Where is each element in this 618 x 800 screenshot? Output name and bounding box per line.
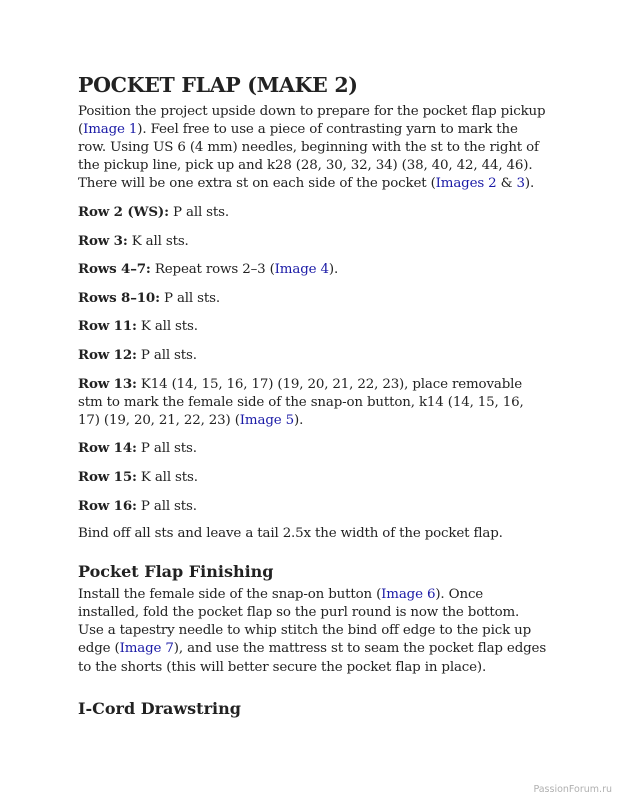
section-title: POCKET FLAP (MAKE 2): [78, 73, 358, 97]
image-7-link[interactable]: Image 7: [119, 641, 174, 657]
row-text: P all sts.: [136, 441, 197, 457]
row-instruction: [78, 260, 548, 279]
row-label: Row 15:: [78, 468, 137, 485]
row-text: K all sts.: [136, 469, 198, 485]
row-text: P all sts.: [136, 498, 197, 514]
row-instruction: [78, 317, 548, 336]
intro-paragraph: [78, 103, 548, 193]
icord-heading: I-Cord Drawstring: [78, 698, 241, 718]
row-instruction: [78, 497, 548, 516]
row-label: Row 12:: [78, 346, 137, 363]
row-text: P all sts.: [136, 347, 197, 363]
row-text: K all sts.: [127, 233, 189, 249]
row-label: Row 16:: [78, 497, 137, 514]
row-text: Repeat rows 2–3 (: [150, 262, 275, 278]
row-instruction: [78, 375, 548, 430]
image-1-link[interactable]: Image 1: [83, 122, 138, 138]
row-instruction: [78, 346, 548, 365]
finishing-heading: Pocket Flap Finishing: [78, 562, 274, 582]
row-text-after: ).: [328, 262, 339, 278]
bind-off-paragraph: Bind off all sts and leave a tail 2.5x the width of the pocket flap.: [78, 526, 503, 542]
row-label: Row 3:: [78, 232, 128, 249]
row-label: Rows 8–10:: [78, 289, 160, 306]
row-text: P all sts.: [159, 290, 220, 306]
finishing-text-2: ). Once installed, fold the pocket flap so the purl round is now the bottom. Use a tapestry needle to whip stitch the bind off edge to the pick up edge (: [78, 587, 532, 657]
row-label: Rows 4–7:: [78, 261, 151, 278]
images-2-link[interactable]: Images 2: [435, 176, 497, 192]
row-label: Row 14:: [78, 440, 137, 457]
intro-text-1: Position the project upside down to prepare for the pocket flap pickup (: [78, 104, 546, 138]
row-instruction: [78, 289, 548, 308]
image-6-link[interactable]: Image 6: [381, 587, 436, 603]
row-text: K14 (14, 15, 16, 17) (19, 20, 21, 22, 23), place removable stm to mark the female side of the snap-on button, k14 (14, 15, 16, 17) (19, 20, 21, 22, 23) (: [78, 376, 524, 428]
intro-text-4: ).: [524, 176, 535, 192]
row-label: Row 2 (WS):: [78, 203, 169, 220]
image-3-link[interactable]: 3: [516, 176, 525, 192]
row-instruction: [78, 203, 548, 222]
row-instruction: [78, 439, 548, 458]
document-page: [78, 70, 548, 720]
watermark: PassionForum.ru: [533, 784, 612, 795]
row-label: Row 11:: [78, 318, 137, 335]
row-instruction: [78, 468, 548, 487]
intro-text-2: ). Feel free to use a piece of contrasting yarn to mark the row. Using US 6 (4 mm) needles, beginning with the st to the right of the pickup line, pick up and k28 (28, 30, 32, 34) (38, 40, 42, 44, 46). There will be one extra st on each side of the pocket (: [78, 122, 539, 192]
row-instruction: [78, 232, 548, 251]
finishing-text-1: Install the female side of the snap-on button (: [78, 587, 382, 603]
finishing-text-3: ), and use the mattress st to seam the pocket flap edges to the shorts (this will better secure the pocket flap in place).: [78, 641, 547, 675]
image-5-link[interactable]: Image 5: [239, 412, 294, 428]
row-text: K all sts.: [136, 319, 198, 335]
row-label: Row 13:: [78, 375, 137, 392]
image-4-link[interactable]: Image 4: [274, 262, 329, 278]
intro-text-3: &: [496, 176, 517, 192]
row-text-after: ).: [294, 412, 304, 428]
row-text: P all sts.: [168, 204, 229, 220]
finishing-paragraph: [78, 586, 548, 676]
